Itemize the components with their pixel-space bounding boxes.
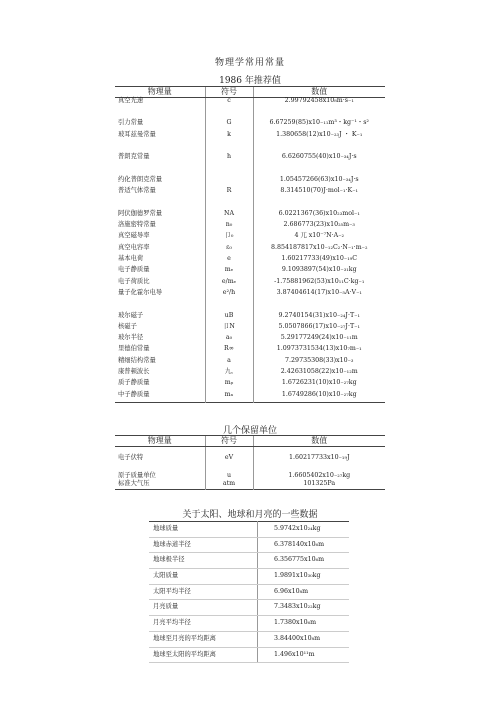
value-cell: 9.2740154(31)x10₋₂₄J·T₋₁ xyxy=(278,311,360,319)
table-row xyxy=(115,267,385,278)
value-cell: 6.0221367(36)x10₂₃mol₋₁ xyxy=(278,209,360,217)
quantity-cell: 地球极半径 xyxy=(149,553,258,569)
quantity-cell: 阿伏伽德罗常量 xyxy=(118,209,163,217)
quantity-cell: 康普顿波长 xyxy=(118,368,150,376)
value-cell: 1.60217733x10₋₁₉J xyxy=(288,454,350,462)
quantity-cell: 电子静质量 xyxy=(118,266,150,274)
quantity-cell: 太阳平均半径 xyxy=(149,584,258,600)
value-cell: 5.29177249(24)x10₋₁₁m xyxy=(280,334,358,342)
quantity-cell: 地球质量 xyxy=(149,522,258,538)
quantity-cell: 电子荷质比 xyxy=(118,277,150,285)
quantity-cell: 玻耳兹曼常量 xyxy=(118,130,156,138)
value-cell: 5.9742x10₂₄kg xyxy=(258,522,350,538)
quantity-cell: 核磁子 xyxy=(118,322,137,330)
value-cell: 1.7380x10₆m xyxy=(258,616,350,632)
constants-table xyxy=(115,86,385,403)
quantity-cell: 普朗克常量 xyxy=(118,153,150,161)
symbol-cell: e²/h xyxy=(205,290,253,301)
quantity-cell: 洛施密特常量 xyxy=(118,221,156,229)
section-title-1986: 1986 年推荐值 xyxy=(219,76,281,86)
table-row xyxy=(115,301,385,312)
value-cell: 1.496x10¹¹m xyxy=(258,647,350,663)
value-cell: 8.854187817x10₋₁₂C₂·N₋₁·m₋₂ xyxy=(270,243,368,251)
value-cell: 6.6260755(40)x10₋₃₄J·s xyxy=(281,153,357,161)
quantity-cell: 电子伏特 xyxy=(118,454,144,462)
symbol-cell: R xyxy=(205,188,253,199)
table-row xyxy=(115,154,385,165)
symbol-cell xyxy=(205,301,253,312)
value-cell: -1.75881962(53)x10₁₁C·kg₋₁ xyxy=(274,277,365,285)
table-row xyxy=(115,380,385,391)
quantity-cell: 引力常量 xyxy=(118,119,144,127)
symbol-cell: mₚ xyxy=(205,380,253,391)
section-title-units: 几个保留单位 xyxy=(222,426,277,436)
section-title-astro: 关于太阳、地球和月亮的一些数据 xyxy=(182,510,318,520)
symbol-cell: NA xyxy=(205,211,253,222)
value-cell: 7.3483x10₂₂kg xyxy=(258,600,350,616)
quantity-cell: 约化普朗克常量 xyxy=(118,175,163,183)
value-cell: 1.05457266(63)x10₋₃₄J·s xyxy=(279,175,359,183)
table-row xyxy=(149,537,349,553)
symbol-cell: a₀ xyxy=(205,335,253,346)
symbol-cell: 九꜀ xyxy=(205,369,253,380)
table-row xyxy=(149,616,349,632)
symbol-cell: mₙ xyxy=(205,392,253,403)
table-row xyxy=(115,98,385,109)
value-cell: 6.96x10₈m xyxy=(258,584,350,600)
symbol-cell: e/mₑ xyxy=(205,279,253,290)
header-value: 数值 xyxy=(253,87,385,98)
symbol-cell: a xyxy=(205,358,253,369)
value-cell: 1.9891x10₃₀kg xyxy=(258,569,350,585)
quantity-cell: 中子静质量 xyxy=(118,390,150,398)
value-cell: 2.99792458x10₈m·s₋₁ xyxy=(284,97,354,105)
quantity-cell: 真空电容率 xyxy=(118,243,150,251)
quantity-cell: 太阳质量 xyxy=(149,569,258,585)
symbol-cell: n₀ xyxy=(205,222,253,233)
header-quantity: 物理量 xyxy=(115,436,205,447)
quantity-cell xyxy=(115,301,205,312)
value-cell: 6.378140x10₆m xyxy=(258,537,350,553)
header-symbol: 符号 xyxy=(205,436,253,447)
value-cell: 101325Pa xyxy=(303,480,336,488)
quantity-cell: 原子质量单位 xyxy=(118,471,156,479)
quantity-cell: 月亮平均半径 xyxy=(149,616,258,632)
quantity-cell: 真空光速 xyxy=(118,97,144,105)
symbol-cell xyxy=(205,166,253,177)
value-cell: 3.84400x10₈m xyxy=(258,631,350,647)
value-cell xyxy=(253,301,385,312)
symbol-cell: 卩N xyxy=(205,324,253,335)
quantity-cell: 基本电荷 xyxy=(118,255,144,263)
quantity-cell: 量子化霍尔电导 xyxy=(118,288,163,296)
value-cell: 8.314510(70)J·mol₋₁·K₋₁ xyxy=(280,187,359,195)
quantity-cell: 真空磁导率 xyxy=(118,232,150,240)
table-row xyxy=(149,584,349,600)
table-row xyxy=(115,222,385,233)
quantity-cell: 质子静质量 xyxy=(118,379,150,387)
table-row xyxy=(115,392,385,403)
value-cell: 5.0507866(17)x10₋₂₇J·T₋₁ xyxy=(278,322,360,330)
quantity-cell: 玻尔磁子 xyxy=(118,311,144,319)
table-row xyxy=(149,600,349,616)
quantity-cell: 地球赤道半径 xyxy=(149,537,258,553)
value-cell: 6.356775x10₆m xyxy=(258,553,350,569)
symbol-cell: G xyxy=(205,120,253,131)
symbol-cell: c xyxy=(205,98,253,109)
symbol-cell: e xyxy=(205,256,253,267)
value-cell: 9.1093897(54)x10₋₃₁kg xyxy=(281,266,357,274)
value-cell: 1.0973731534(13)x10₇m₋₁ xyxy=(276,345,362,353)
header-value: 数值 xyxy=(253,436,385,447)
symbol-cell: h xyxy=(205,154,253,165)
header-quantity: 物理量 xyxy=(115,87,205,98)
symbol-cell: ε₀ xyxy=(205,245,253,256)
table-row xyxy=(149,569,349,585)
quantity-cell: 地球至月亮的平均距离 xyxy=(149,631,258,647)
table-row xyxy=(149,522,349,538)
symbol-cell: mₑ xyxy=(205,267,253,278)
value-cell: 4 兀 x10⁻⁷N·A₋₂ xyxy=(294,232,345,240)
quantity-cell: 普适气体常量 xyxy=(118,187,156,195)
symbol-cell: uB xyxy=(205,313,253,324)
quantity-cell: 里德伯常量 xyxy=(118,345,150,353)
table-row xyxy=(115,132,385,143)
symbol-cell: R∞ xyxy=(205,346,253,357)
symbol-cell: eV xyxy=(205,455,253,464)
value-cell: 1.60217733(49)x10₋₁₉C xyxy=(281,255,358,263)
units-table xyxy=(115,435,385,490)
value-cell: 3.87404614(17)x10₋₅A·V₋₁ xyxy=(276,288,362,296)
table-row xyxy=(115,455,385,464)
symbol-cell: u xyxy=(205,473,253,482)
quantity-cell: 地球至太阳的平均距离 xyxy=(149,647,258,663)
value-cell: 2.42631058(22)x10₋₁₂m xyxy=(280,368,358,376)
symbol-cell: atm xyxy=(205,481,253,490)
value-cell: 7.29735308(33)x10₋₃ xyxy=(285,356,354,364)
units-table-body xyxy=(115,447,385,490)
quantity-cell: 精细结构常量 xyxy=(118,356,156,364)
value-cell: 1.6749286(10)x10₋₂₇kg xyxy=(281,390,357,398)
table-row xyxy=(115,473,385,482)
value-cell: 1.380658(12)x10₋₂₃J ・ K₋₁ xyxy=(276,130,363,138)
table-row xyxy=(115,290,385,301)
value-cell: 1.6605402x10₋₂₇kg xyxy=(288,471,351,479)
table-row xyxy=(115,188,385,199)
quantity-cell: 标准大气压 xyxy=(118,480,150,488)
quantity-cell: 玻尔半径 xyxy=(118,334,144,342)
table-row xyxy=(149,647,349,663)
value-cell: 6.67259(85)x10₋₁₁m³・kg⁻¹・s² xyxy=(269,119,369,127)
symbol-cell: k xyxy=(205,132,253,143)
header-symbol: 符号 xyxy=(205,87,253,98)
value-cell: 1.6726231(10)x10₋₂₇kg xyxy=(281,379,357,387)
quantity-cell: 月亮质量 xyxy=(149,600,258,616)
constants-table-body xyxy=(115,98,385,403)
symbol-cell: 卩₀ xyxy=(205,233,253,244)
table-row xyxy=(149,631,349,647)
table-row xyxy=(115,481,385,490)
astro-table-body xyxy=(149,522,349,663)
table-row xyxy=(149,553,349,569)
page-title: 物理学常用常量 xyxy=(214,58,285,68)
astro-table xyxy=(149,521,349,663)
value-cell: 2.686773(23)x10₂₅m₋₃ xyxy=(283,221,355,229)
